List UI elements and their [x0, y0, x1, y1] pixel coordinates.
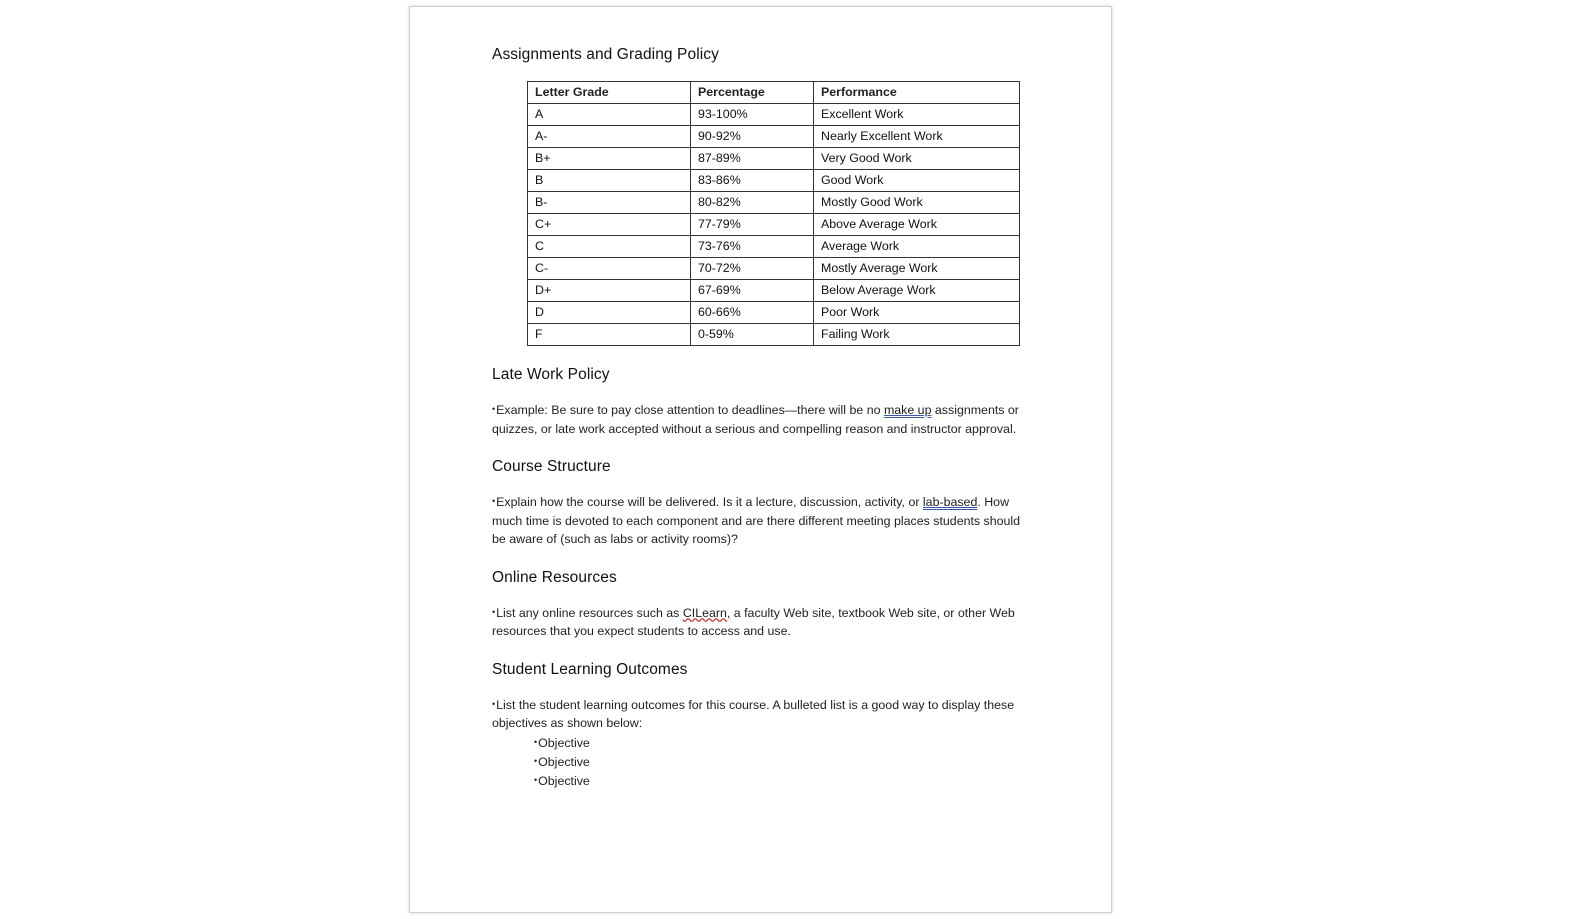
table-cell: D — [528, 302, 691, 324]
table-row — [528, 236, 1020, 258]
table-cell: 70-72% — [691, 258, 814, 280]
table-header-row — [528, 82, 1020, 104]
list-item — [534, 771, 1032, 790]
table-cell: 83-86% — [691, 170, 814, 192]
grammar-flagged-word[interactable]: make up — [883, 403, 932, 417]
paragraph-text: . How much time is devoted to each component and are there different meeting places students should be aware of (such as labs or activity rooms)? — [492, 495, 1021, 546]
table-cell: Good Work — [814, 170, 1020, 192]
table-cell: 90-92% — [691, 126, 814, 148]
table-cell: 87-89% — [691, 148, 814, 170]
heading-grading: Assignments and Grading Policy — [492, 46, 720, 63]
table-cell: 67-69% — [691, 280, 814, 302]
table-row — [528, 302, 1020, 324]
document-page — [409, 6, 1112, 913]
table-cell: D+ — [528, 280, 691, 302]
table-cell: Nearly Excellent Work — [814, 126, 1020, 148]
table-cell: F — [528, 324, 691, 346]
bullet-glyph: • — [492, 496, 496, 506]
table-cell: C+ — [528, 214, 691, 236]
online-resources-paragraph — [492, 603, 1032, 641]
table-row — [528, 104, 1020, 126]
table-row — [528, 258, 1020, 280]
table-cell: Mostly Good Work — [814, 192, 1020, 214]
bullet-glyph: • — [492, 606, 496, 617]
table-cell: 73-76% — [691, 236, 814, 258]
column-header: Percentage — [691, 82, 814, 104]
table-cell: Average Work — [814, 236, 1020, 258]
outcomes-paragraph — [492, 695, 1032, 733]
column-header: Performance — [814, 82, 1020, 104]
heading-course-structure: Course Structure — [492, 458, 611, 475]
bullet-glyph: • — [492, 404, 496, 414]
bullet-glyph: • — [534, 736, 538, 747]
paragraph-text: a faculty Web site, textbook Web site, or other Web resources that you expect students to access and use. — [492, 605, 1015, 638]
table-cell: Excellent Work — [814, 104, 1020, 126]
table-row — [528, 192, 1020, 214]
paragraph-text: List any online resources such as — [496, 605, 683, 620]
table-cell: Mostly Average Work — [814, 258, 1020, 280]
table-cell: Poor Work — [814, 302, 1020, 324]
table-cell: 60-66% — [691, 302, 814, 324]
table-cell: Above Average Work — [814, 214, 1020, 236]
grade-table — [527, 81, 1020, 346]
list-item — [534, 733, 1032, 752]
table-cell: A- — [528, 126, 691, 148]
bullet-glyph: • — [534, 774, 538, 785]
table-row — [528, 148, 1020, 170]
bullet-glyph: • — [534, 755, 538, 766]
table-cell: Very Good Work — [814, 148, 1020, 170]
list-item-label: Objective — [538, 773, 590, 788]
table-cell: B — [528, 170, 691, 192]
table-cell: 93-100% — [691, 104, 814, 126]
objectives-list — [492, 733, 1032, 790]
table-row — [528, 324, 1020, 346]
table-row — [528, 214, 1020, 236]
paragraph-text: Explain how the course will be delivered. Is it a lecture, discussion, activity, or — [496, 495, 923, 509]
table-row — [528, 280, 1020, 302]
document-content — [492, 43, 1032, 790]
table-row — [528, 170, 1020, 192]
paragraph-text: assignments or quizzes, or late work accepted without a serious and compelling reason and instructor approval. — [492, 403, 1019, 436]
grammar-flagged-word[interactable]: lab-based — [922, 495, 978, 509]
late-work-paragraph — [492, 400, 1032, 438]
table-cell: Failing Work — [814, 324, 1020, 346]
list-item-label: Objective — [538, 754, 590, 769]
table-cell: 0-59% — [691, 324, 814, 346]
table-cell: 80-82% — [691, 192, 814, 214]
table-cell: 77-79% — [691, 214, 814, 236]
paragraph-text: List the student learning outcomes for this course. A bulleted list is a good way to display these objectives as shown below: — [492, 697, 1015, 730]
course-structure-paragraph — [492, 492, 1032, 549]
heading-learning-outcomes: Student Learning Outcomes — [492, 660, 688, 678]
table-cell: C- — [528, 258, 691, 280]
table-cell: B- — [528, 192, 691, 214]
bullet-glyph: • — [492, 698, 496, 709]
column-header: Letter Grade — [528, 82, 691, 104]
table-row — [528, 126, 1020, 148]
spelling-flagged-word[interactable]: CILearn, — [682, 605, 731, 620]
table-cell: B+ — [528, 148, 691, 170]
list-item-label: Objective — [538, 735, 590, 750]
list-item — [534, 752, 1032, 771]
table-cell: Below Average Work — [814, 280, 1020, 302]
paragraph-text: Example: Be sure to pay close attention to deadlines—there will be no — [496, 403, 884, 417]
heading-late-work: Late Work Policy — [492, 366, 610, 383]
table-cell: A — [528, 104, 691, 126]
heading-online-resources: Online Resources — [492, 568, 617, 586]
table-cell: C — [528, 236, 691, 258]
